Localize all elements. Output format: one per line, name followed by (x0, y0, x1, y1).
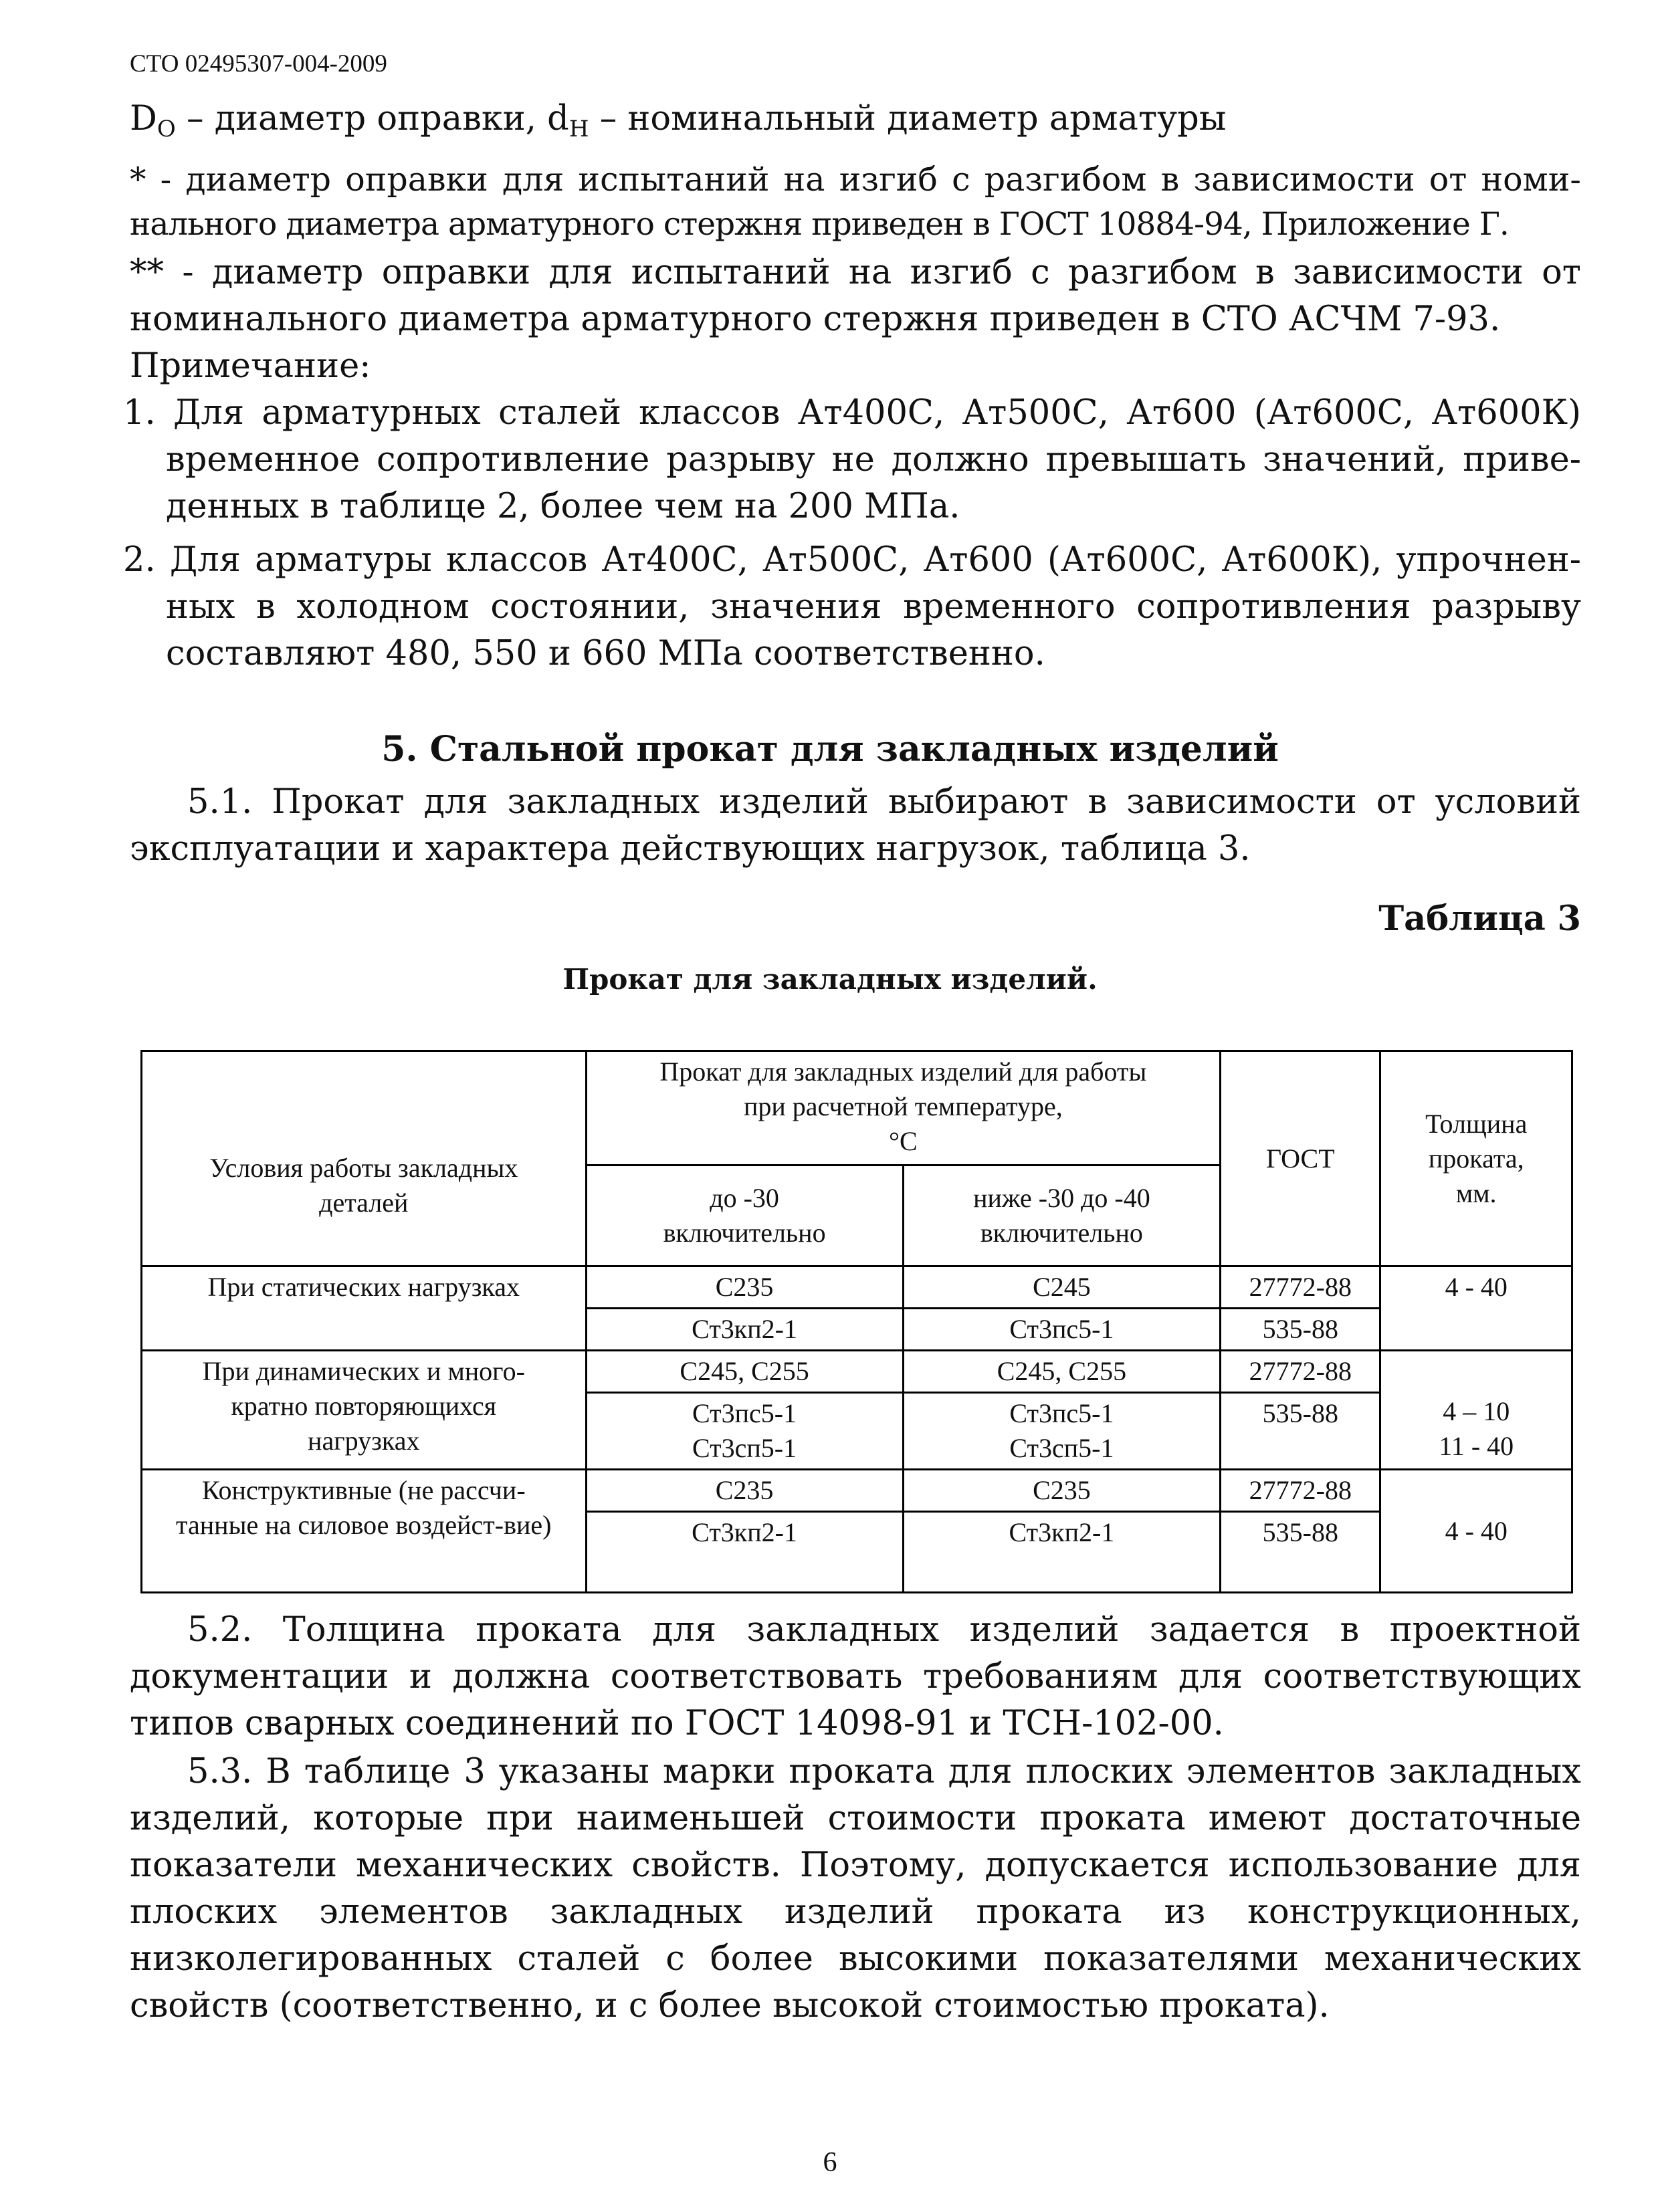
header-thickness (1380, 1051, 1572, 1266)
note2-line2: номинального диаметра арматурного стержня приведен в СТО АСЧМ 7-93. (130, 300, 1501, 339)
d0-symbol: D (130, 99, 157, 138)
grade-value: Ст3пс5-1 (1009, 1398, 1114, 1428)
condition-text: При статических нагрузках (207, 1272, 520, 1302)
table-row (142, 1470, 1572, 1512)
table-label: Таблица 3 (1378, 899, 1581, 939)
cell-below-30 (903, 1393, 1221, 1470)
remark-item-1-line2: временное сопротивление разрыву не должно превышать значений, приве- (166, 440, 1581, 479)
d0-definition: – диаметр оправки, (175, 99, 548, 138)
header-gost-text: ГОСТ (1266, 1143, 1335, 1174)
cell-thickness (1380, 1266, 1572, 1351)
paragraph-5-3-line3: показатели механических свойств. Поэтому, допускается использование для (130, 1846, 1581, 1885)
remark-label: Примечание: (130, 346, 371, 386)
condition-text: Конструктивные (не рассчи-танные на силовое воздейст-вие) (176, 1475, 552, 1540)
paragraph-5-1-line2: эксплуатации и характера действующих нагрузок, таблица 3. (130, 829, 1251, 869)
table-3 (140, 1050, 1573, 1593)
paragraph-5-2-line1: 5.2. Толщина проката для закладных изделий задается в проектной (187, 1610, 1581, 1650)
header-below-30 (903, 1166, 1221, 1266)
d0-subscript: O (157, 116, 176, 142)
note2-line1: ** - диаметр оправки для испытаний на изгиб с разгибом в зависимости от (130, 253, 1581, 292)
definition-line (130, 99, 1581, 142)
cell-gost: 535-88 (1221, 1512, 1380, 1593)
header-thickness-text: Толщина проката, мм. (1425, 1108, 1528, 1208)
note1-line2: нального диаметра арматурного стержня приведен в ГОСТ 10884-94, Приложение Г. (130, 206, 1509, 243)
header-upto-30-text: до -30 включительно (663, 1183, 826, 1248)
cell-below-30: Ст3пс5-1 (903, 1309, 1221, 1351)
header-gost (1221, 1051, 1380, 1266)
cell-upto-30: С235 (586, 1470, 903, 1512)
cell-below-30: С235 (903, 1470, 1221, 1512)
table-row (142, 1351, 1572, 1393)
thickness-value: 4 - 40 (1445, 1272, 1508, 1302)
cell-gost: 27772-88 (1221, 1351, 1380, 1393)
header-conditions (142, 1051, 587, 1266)
cell-upto-30 (586, 1393, 903, 1470)
grade-value: Ст3сп5-1 (1009, 1433, 1114, 1463)
cell-gost: 27772-88 (1221, 1266, 1380, 1309)
document-code: СТО 02495307-004-2009 (130, 50, 387, 78)
paragraph-5-3-line1: 5.3. В таблице 3 указаны марки проката для плоских элементов закладных (187, 1752, 1581, 1791)
header-unit: °С (889, 1126, 918, 1156)
paragraph-5-3-line5: низколегированных сталей с более высокими показателями механических (130, 1939, 1581, 1979)
paragraph-5-3-line4: плоских элементов закладных изделий проката из конструкционных, (130, 1892, 1581, 1932)
table-header-row (142, 1051, 1572, 1166)
page-number: 6 (823, 2147, 837, 2178)
header-below-30-text: ниже -30 до -40 включительно (973, 1183, 1150, 1248)
cell-below-30: Ст3кп2-1 (903, 1512, 1221, 1593)
remark-item-1-line1: 1. Для арматурных сталей классов Ат400С, Ат500С, Ат600 (Ат600С, Ат600К) (123, 393, 1581, 433)
section-heading: 5. Стальной прокат для закладных изделий (381, 729, 1279, 770)
remark-item-2-line2: ных в холодном состоянии, значения временного сопротивления разрыву (166, 587, 1581, 627)
thickness-value: 4 – 10 (1443, 1396, 1510, 1426)
header-conditions-text: Условия работы закладных деталей (209, 1152, 518, 1218)
remark-item-1-line3: денных в таблице 2, более чем на 200 МПа. (166, 487, 960, 526)
header-rolled-group (586, 1051, 1221, 1166)
header-rolled-text: Прокат для закладных изделий для работы при расчетной температуре, (659, 1057, 1147, 1121)
grade-value: Ст3пс5-1 (692, 1398, 797, 1428)
paragraph-5-2-line3: типов сварных соединений по ГОСТ 14098-91 и ТСН-102-00. (130, 1704, 1224, 1743)
grade-value: Ст3сп5-1 (692, 1433, 797, 1463)
dn-subscript: H (568, 116, 589, 142)
cell-upto-30: С245, С255 (586, 1351, 903, 1393)
cell-gost: 535-88 (1221, 1309, 1380, 1351)
header-upto-30 (586, 1166, 903, 1266)
table-row (142, 1266, 1572, 1309)
cell-upto-30: Ст3кп2-1 (586, 1512, 903, 1593)
condition-text: При динамических и много-кратно повторяющихся нагрузках (202, 1356, 525, 1456)
remark-item-2-line1: 2. Для арматуры классов Ат400С, Ат500С, Ат600 (Ат600С, Ат600К), упрочнен- (123, 540, 1581, 580)
thickness-value: 11 - 40 (1439, 1430, 1514, 1461)
cell-thickness (1380, 1470, 1572, 1593)
paragraph-5-3-line2: изделий, которые при наименьшей стоимости проката имеют достаточные (130, 1799, 1581, 1838)
dn-definition: – номинальный диаметр арматуры (589, 99, 1227, 138)
condition-dynamic (142, 1351, 587, 1470)
cell-below-30: С245, С255 (903, 1351, 1221, 1393)
gost-value: 535-88 (1262, 1398, 1338, 1428)
paragraph-5-1-line1: 5.1. Прокат для закладных изделий выбирают в зависимости от условий (187, 782, 1581, 822)
table-caption: Прокат для закладных изделий. (562, 963, 1098, 996)
note1-line1: * - диаметр оправки для испытаний на изгиб с разгибом в зависимости от номи- (130, 160, 1581, 199)
paragraph-5-2-line2: документации и должна соответствовать требованиям для соответствующих (130, 1657, 1581, 1696)
dn-symbol: d (547, 99, 569, 138)
remark-item-2-line3: составляют 480, 550 и 660 МПа соответственно. (166, 634, 1045, 673)
cell-upto-30: Ст3кп2-1 (586, 1309, 903, 1351)
cell-upto-30: С235 (586, 1266, 903, 1309)
condition-static (142, 1266, 587, 1351)
thickness-value: 4 - 40 (1445, 1515, 1508, 1546)
cell-below-30: С245 (903, 1266, 1221, 1309)
cell-gost: 27772-88 (1221, 1470, 1380, 1512)
cell-gost (1221, 1393, 1380, 1470)
paragraph-5-3-line6: свойств (соответственно, и с более высокой стоимостью проката). (130, 1986, 1330, 2025)
cell-thickness (1380, 1351, 1572, 1470)
condition-constructive (142, 1470, 587, 1593)
